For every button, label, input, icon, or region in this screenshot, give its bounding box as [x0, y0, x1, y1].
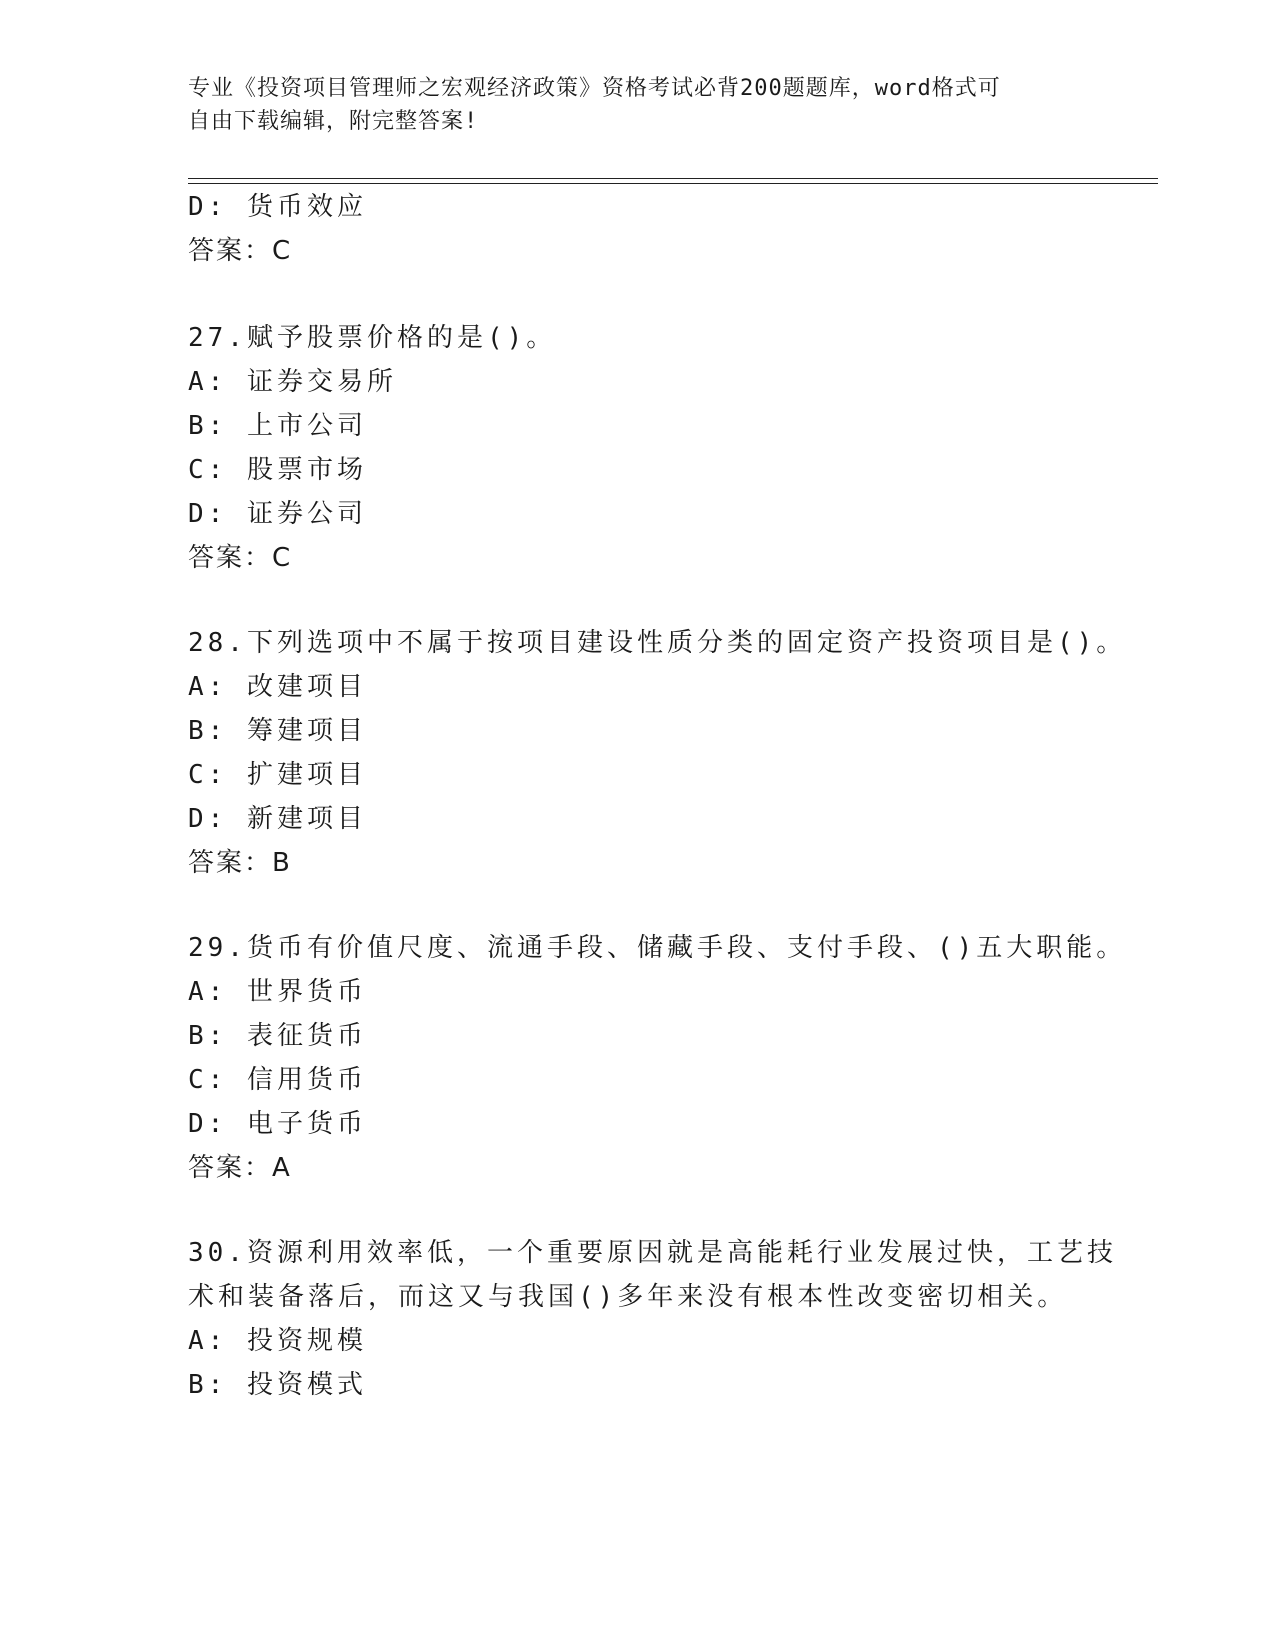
question-30-stem-line-1: 30.资源利用效率低，一个重要原因就是高能耗行业发展过快，工艺技: [188, 1238, 1117, 1268]
question-28-option-c: C: 扩建项目: [188, 760, 367, 790]
question-28-stem: 28.下列选项中不属于按项目建设性质分类的固定资产投资项目是()。: [188, 628, 1127, 658]
question-29-answer: 答案：A: [188, 1153, 292, 1183]
question-27-stem: 27.赋予股票价格的是()。: [188, 323, 557, 353]
question-30-option-b: B: 投资模式: [188, 1370, 367, 1400]
prev-option-d: D: 货币效应: [188, 192, 367, 222]
header-line-1: 专业《投资项目管理师之宏观经济政策》资格考试必背200题题库，word格式可: [188, 76, 1001, 101]
header-line-2: 自由下载编辑，附完整答案!: [188, 109, 479, 134]
question-28-option-a: A: 改建项目: [188, 672, 367, 702]
document-header: [188, 72, 1088, 138]
question-29-option-a: A: 世界货币: [188, 977, 367, 1007]
question-27-option-b: B: 上市公司: [188, 411, 367, 441]
question-30-stem-line-2: 术和装备落后，而这又与我国()多年来没有根本性改变密切相关。: [188, 1282, 1068, 1312]
question-29-stem: 29.货币有价值尺度、流通手段、储藏手段、支付手段、()五大职能。: [188, 933, 1127, 963]
prev-answer: 答案：C: [188, 236, 293, 266]
question-28-answer: 答案：B: [188, 848, 292, 878]
header-rule-top: [188, 178, 1158, 179]
question-28-option-d: D: 新建项目: [188, 804, 367, 834]
question-28-option-b: B: 筹建项目: [188, 716, 367, 746]
question-27-option-c: C: 股票市场: [188, 455, 367, 485]
header-rule-bottom: [188, 183, 1158, 184]
question-29-option-d: D: 电子货币: [188, 1109, 367, 1139]
question-29-option-b: B: 表征货币: [188, 1021, 367, 1051]
question-27-answer: 答案：C: [188, 543, 293, 573]
question-27-option-d: D: 证券公司: [188, 499, 367, 529]
question-30-option-a: A: 投资规模: [188, 1326, 367, 1356]
question-29-option-c: C: 信用货币: [188, 1065, 367, 1095]
question-27-option-a: A: 证券交易所: [188, 367, 397, 397]
